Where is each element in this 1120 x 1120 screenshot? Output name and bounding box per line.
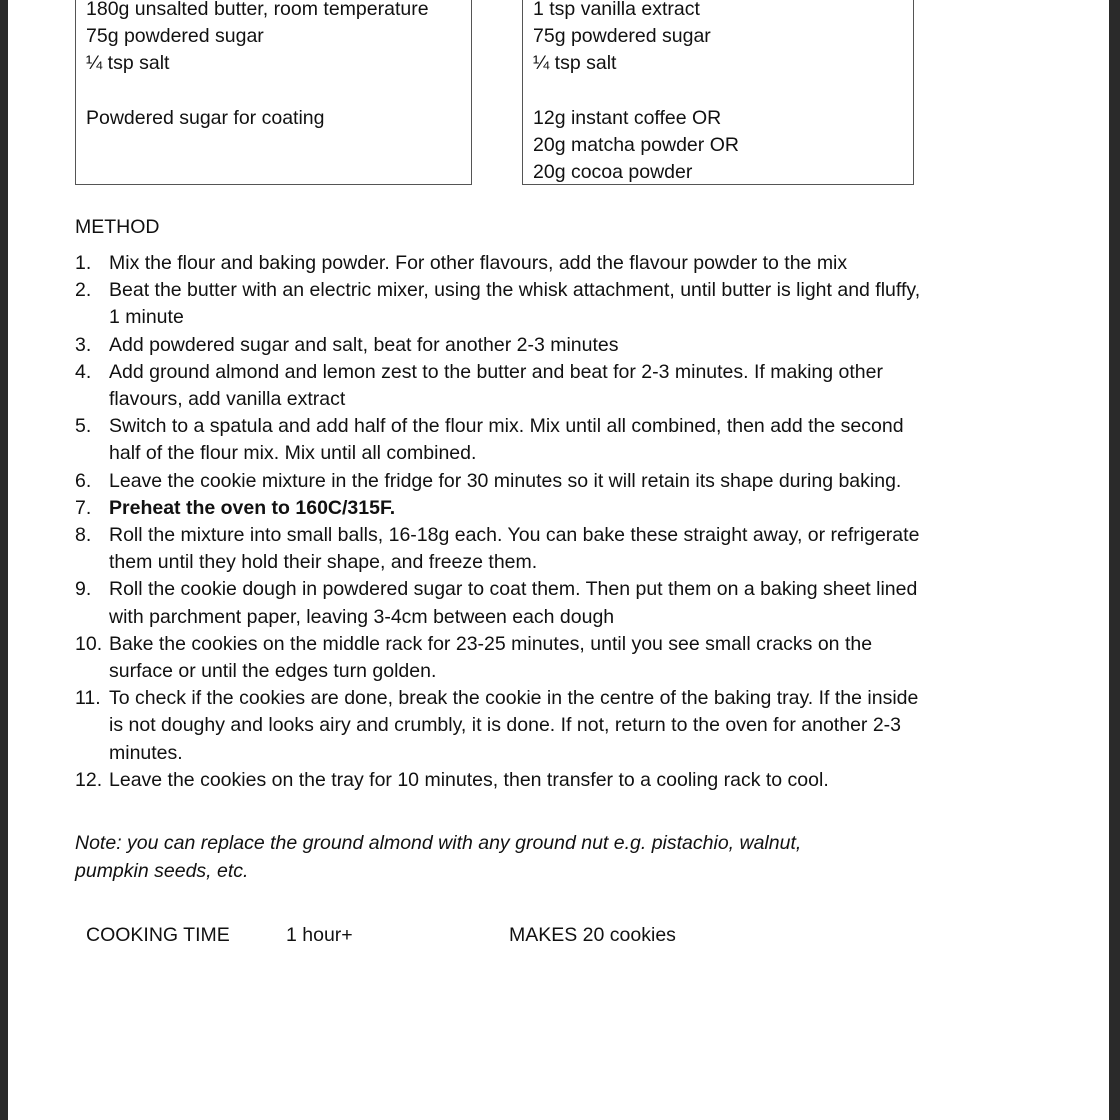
method-step <box>75 413 925 467</box>
step-text: Mix the flour and baking powder. For other flavours, add the flavour powder to the mix <box>109 252 848 274</box>
step-text: Switch to a spatula and add half of the flour mix. Mix until all combined, then add the second half of the flour mix. Mix until all combined. <box>109 415 904 465</box>
step-text: Bake the cookies on the middle rack for 23-25 minutes, until you see small cracks on the surface or until the edges turn golden. <box>109 632 873 683</box>
ingredient-line: 75g powdered sugar <box>86 25 264 47</box>
left-border <box>0 0 8 1120</box>
step-number: 6. <box>75 469 92 492</box>
cooking-time-label: COOKING TIME <box>86 924 230 946</box>
step-text: Beat the butter with an electric mixer, using the whisk attachment, until butter is light and fluffy, 1 minute <box>109 279 921 329</box>
step-text: Roll the cookie dough in powdered sugar to coat them. Then put them on a baking sheet lined with parchment paper, leaving 3-4cm between each dough <box>109 578 918 628</box>
ingredient-line: ¼ tsp salt <box>86 52 170 74</box>
method-step <box>75 767 925 794</box>
recipe-note: Note: you can replace the ground almond with any ground nut e.g. pistachio, walnut, pumpkin seeds, etc. <box>75 832 802 882</box>
document-page <box>8 0 1109 1120</box>
step-text: Add ground almond and lemon zest to the butter and beat for 2-3 minutes. If making other flavours, add vanilla extract <box>109 360 883 411</box>
cooking-time-value: 1 hour+ <box>286 924 353 946</box>
step-number: 1. <box>75 252 92 274</box>
method-step <box>75 685 925 767</box>
method-step <box>75 576 925 630</box>
step-text: Leave the cookies on the tray for 10 minutes, then transfer to a cooling rack to cool. <box>109 768 829 791</box>
step-text: To check if the cookies are done, break the cookie in the centre of the baking tray. If the inside is not doughy and looks airy and crumbly, it is done. If not, return to the oven for another 2-3 minutes. <box>109 687 919 764</box>
ingredient-line: 75g powdered sugar <box>533 25 711 47</box>
ingredient-line: 20g cocoa powder <box>533 161 693 183</box>
method-step <box>75 631 925 685</box>
right-border <box>1109 0 1120 1120</box>
step-text: Roll the mixture into small balls, 16-18g each. You can bake these straight away, or refrigerate them until they hold their shape, and freeze them. <box>109 524 920 574</box>
step-number: 2. <box>75 279 92 302</box>
method-step <box>75 332 925 359</box>
method-step <box>75 359 925 413</box>
method-step <box>75 277 925 331</box>
method-step <box>75 250 925 277</box>
method-step <box>75 522 925 576</box>
step-number: 3. <box>75 333 92 356</box>
step-text: Preheat the oven to 160C/315F. <box>109 496 396 519</box>
step-text: Leave the cookie mixture in the fridge for 30 minutes so it will retain its shape during baking. <box>109 469 902 492</box>
ingredient-line: Powdered sugar for coating <box>86 107 325 129</box>
ingredient-line: 20g matcha powder OR <box>533 134 739 156</box>
ingredient-line: 180g unsalted butter, room temperature <box>86 0 429 20</box>
step-number: 12. <box>75 768 103 791</box>
step-number: 7. <box>75 496 92 519</box>
step-text: Add powdered sugar and salt, beat for another 2-3 minutes <box>109 333 619 356</box>
ingredient-line: 1 tsp vanilla extract <box>533 0 700 20</box>
ingredient-line: ¼ tsp salt <box>533 52 617 74</box>
method-step <box>75 495 925 522</box>
method-heading: METHOD <box>75 216 160 238</box>
step-number: 11. <box>75 687 101 710</box>
step-number: 9. <box>75 578 92 601</box>
ingredient-line: 12g instant coffee OR <box>533 107 722 129</box>
step-number: 8. <box>75 524 92 547</box>
makes-count: MAKES 20 cookies <box>509 924 676 946</box>
step-number: 4. <box>75 360 92 383</box>
step-number: 5. <box>75 415 92 438</box>
method-step <box>75 468 925 495</box>
method-steps <box>75 250 925 794</box>
step-number: 10. <box>75 632 103 655</box>
